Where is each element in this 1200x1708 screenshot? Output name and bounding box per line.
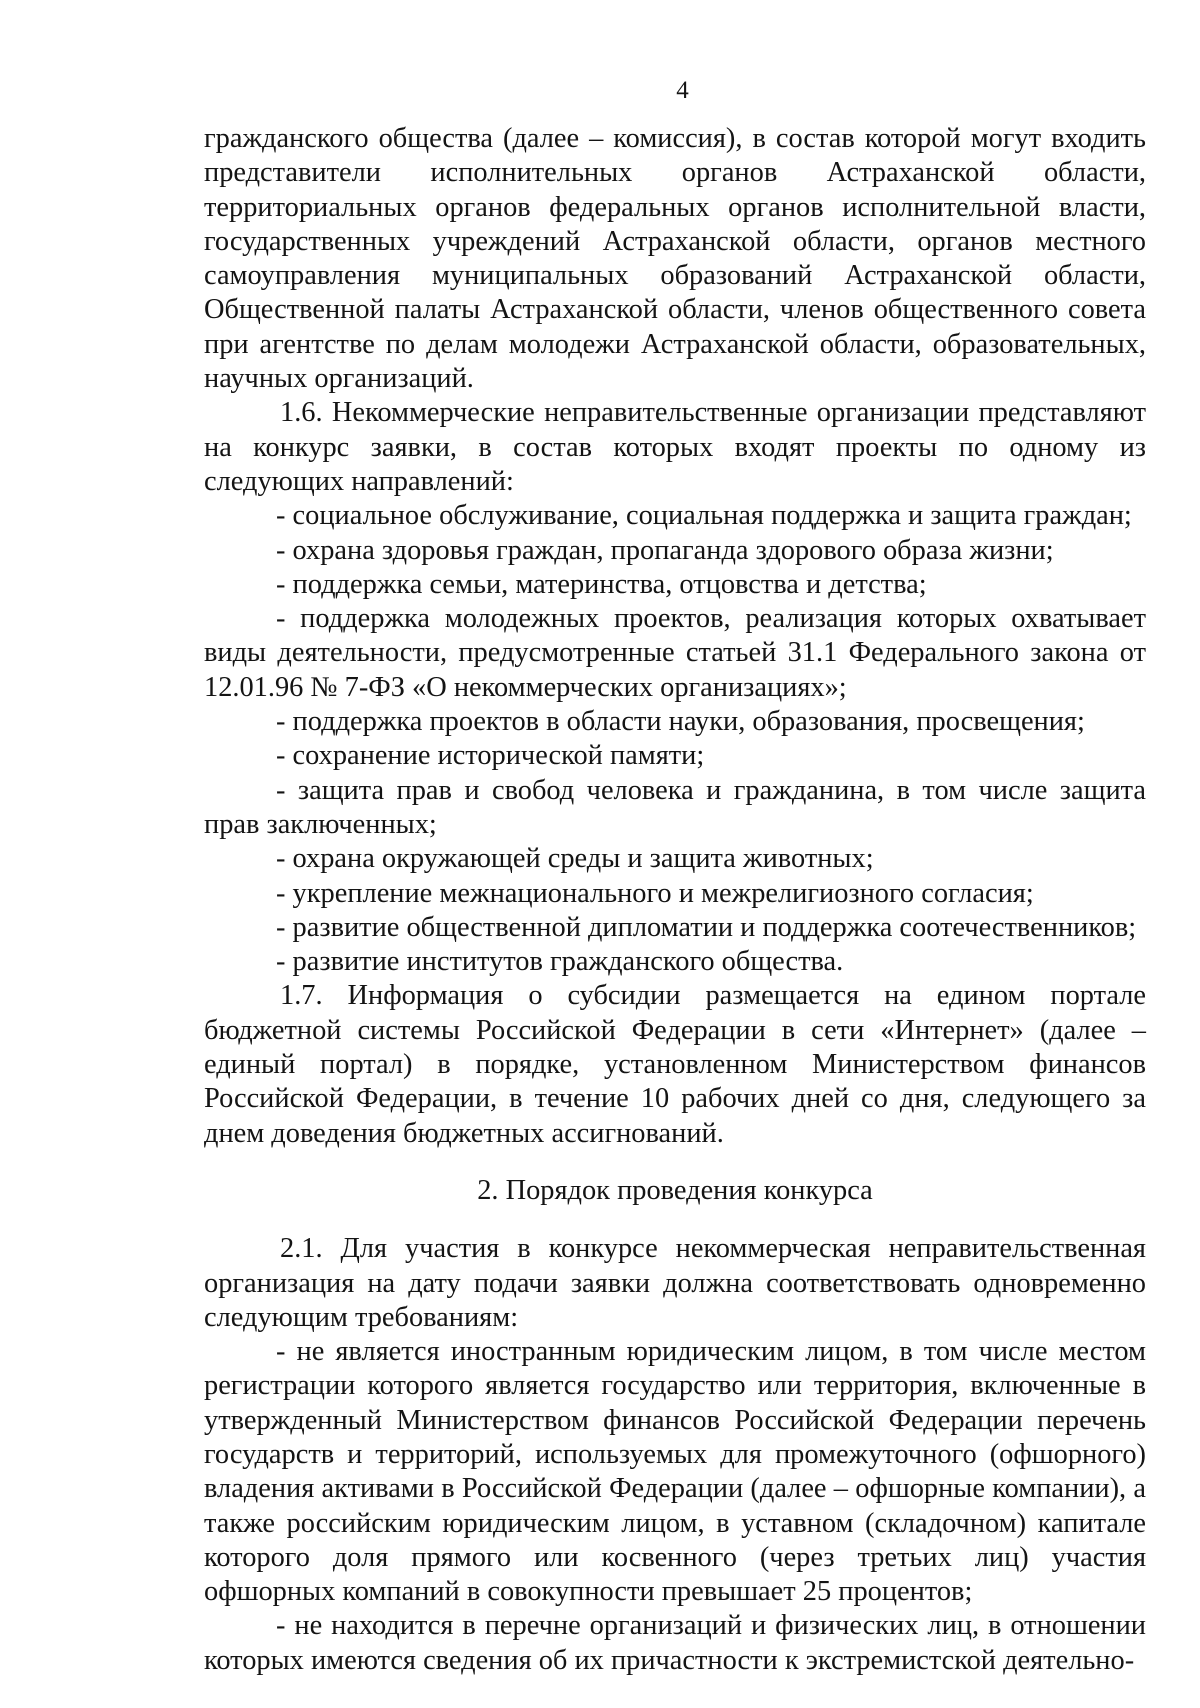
- direction-item: - сохранение исторической памяти;: [276, 740, 705, 772]
- direction-item: - поддержка проектов в области науки, образования, просвещения;: [276, 706, 1085, 738]
- paragraph-1-6: 1.6. Некоммерческие неправительственные организации представляют на конкурс заявки, в состав которых входят проекты по одному из следующих направлений:: [204, 397, 1146, 497]
- document-body: [204, 122, 1146, 1678]
- requirement-item: - не является иностранным юридическим лицом, в том числе местом регистрации которого является государство или территория, включенные в утвержденный Министерством финансов Российской Федерации перечень государств и территорий, используемых для промежуточного (офшорного) владения активами в Российской Федерации (далее – офшорные компании), а также российским юридическим лицом, в уставном (складочном) капитале которого доля прямого или косвенного (через третьих лиц) участия офшорных компаний в совокупности превышает 25 процентов;: [204, 1336, 1146, 1608]
- section-heading: 2. Порядок проведения конкурса: [477, 1174, 873, 1206]
- direction-item: - охрана окружающей среды и защита животных;: [276, 843, 874, 875]
- direction-item: - развитие общественной дипломатии и поддержка соотечественников;: [276, 911, 1137, 943]
- page-number: 4: [676, 77, 689, 104]
- paragraph-1-7: 1.7. Информация о субсидии размещается на едином портале бюджетной системы Российской Федерации в сети «Интернет» (далее – единый портал) в порядке, установленном Министерством финансов Российской Федерации, в течение 10 рабочих дней со дня, следующего за днем доведения бюджетных ассигнований.: [204, 980, 1146, 1149]
- paragraph-continuation: гражданского общества (далее – комиссия), в состав которой могут входить представители исполнительных органов Астраханской области, территориальных органов федеральных органов исполнительной власти, государственных учреждений Астраханской области, органов местного самоуправления муниципальных образований Астраханской области, Общественной палаты Астраханской области, членов общественного совета при агентстве по делам молодежи Астраханской области, образовательных, научных организаций.: [204, 123, 1146, 395]
- direction-item: - поддержка молодежных проектов, реализация которых охватывает виды деятельности, предусмотренные статьей 31.1 Федерального закона от 12.01.96 № 7-ФЗ «О некоммерческих организациях»;: [204, 603, 1146, 703]
- requirement-item: - не находится в перечне организаций и физических лиц, в отношении которых имеются сведения об их причастности к экстремистской деятельно-: [204, 1610, 1146, 1676]
- paragraph-2-1: 2.1. Для участия в конкурсе некоммерческая неправительственная организация на дату подачи заявки должна соответствовать одновременно следующим требованиям:: [204, 1233, 1146, 1333]
- direction-item: - защита прав и свобод человека и гражданина, в том числе защита прав заключенных;: [204, 774, 1146, 840]
- direction-item: - социальное обслуживание, социальная поддержка и защита граждан;: [276, 500, 1132, 532]
- direction-item: - развитие институтов гражданского общества.: [276, 946, 844, 978]
- direction-item: - охрана здоровья граждан, пропаганда здорового образа жизни;: [276, 534, 1054, 566]
- direction-item: - укрепление межнационального и межрелигиозного согласия;: [276, 877, 1034, 909]
- direction-item: - поддержка семьи, материнства, отцовства и детства;: [276, 568, 927, 600]
